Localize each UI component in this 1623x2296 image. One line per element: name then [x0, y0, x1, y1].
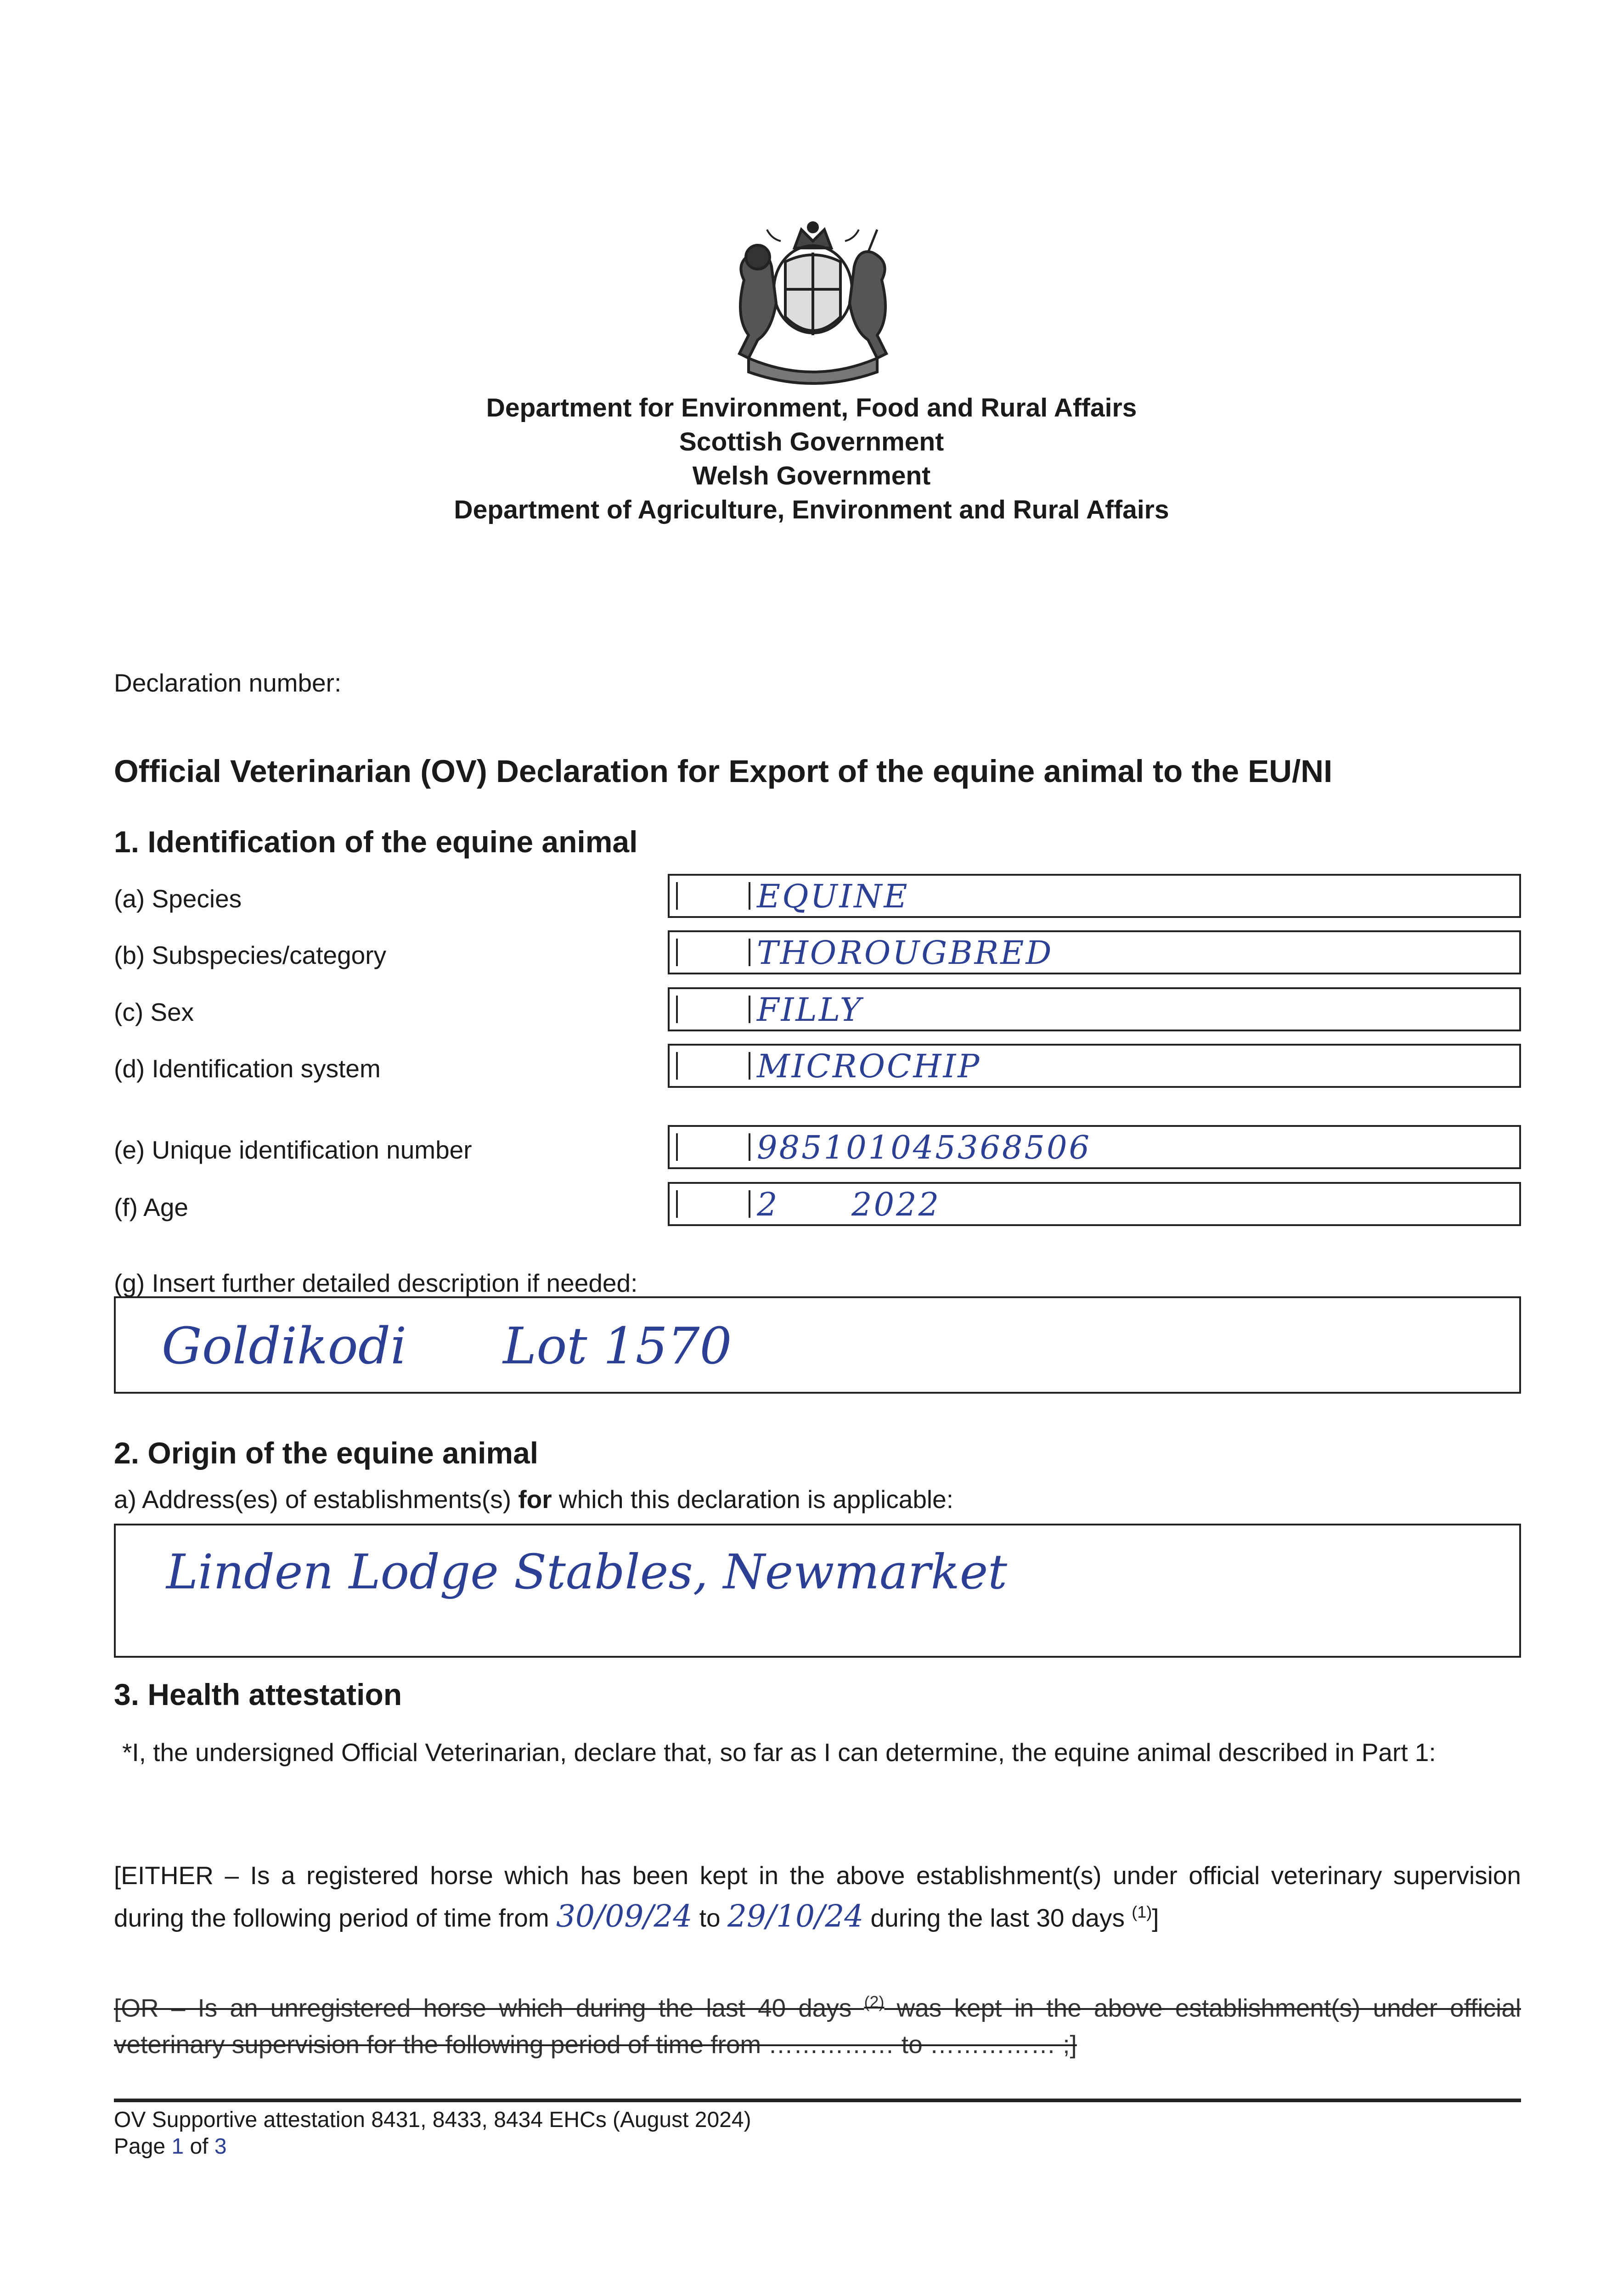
field-label-unique-id: (e) Unique identification number [114, 1136, 472, 1164]
field-label-sex: (c) Sex [114, 998, 194, 1026]
section-3-heading: 3. Health attestation [114, 1677, 402, 1711]
either-clause: [EITHER – Is a registered horse which has been kept in the above establishment(s) under official veterinary supervision during the following period of time from 30/09/24 to 29/10/24 during the last 30 days $^{(1)}$] [114, 1861, 1521, 1934]
address-label: a) Address(es) of establishments(s) for which this declaration is applicable: [114, 1485, 954, 1514]
field-value-age: 2 2022 [757, 1186, 941, 1223]
field-label-subspecies: (b) Subspecies/category [114, 941, 387, 969]
field-box-species[interactable] [668, 874, 1521, 918]
description-value: Goldikodi Lot 1570 [162, 1317, 732, 1375]
field-label-species: (a) Species [114, 884, 242, 913]
field-value-unique-id: 985101045368506 [757, 1129, 1092, 1166]
header-line-daera: Department of Agriculture, Environment and Rural Affairs [454, 495, 1169, 524]
description-label: (g) Insert further detailed description if needed: [114, 1269, 638, 1297]
header-line-welsh-government: Welsh Government [692, 461, 931, 490]
header-line-scottish-government: Scottish Government [679, 427, 944, 456]
footer-attestation-line: OV Supportive attestation 8431, 8433, 8434 EHCs (August 2024) [114, 2108, 751, 2132]
royal-coat-of-arms-icon [716, 220, 909, 395]
field-label-identification-system: (d) Identification system [114, 1054, 381, 1083]
field-box-sex[interactable] [668, 987, 1521, 1031]
either-to-date: 29/10/24 [727, 1898, 864, 1934]
health-attestation-intro: *I, the undersigned Official Veterinarian, declare that, so far as I can determine, the equine animal described in Part 1: [122, 1738, 1436, 1767]
field-box-subspecies[interactable] [668, 930, 1521, 974]
header-line-defra: Department for Environment, Food and Rural Affairs [486, 393, 1137, 422]
field-box-identification-system[interactable] [668, 1044, 1521, 1088]
address-value: Linden Lodge Stables, Newmarket [166, 1544, 1008, 1600]
footer-rule [114, 2099, 1521, 2102]
field-label-age: (f) Age [114, 1193, 189, 1221]
field-value-sex: FILLY [757, 991, 863, 1029]
section-2-heading: 2. Origin of the equine animal [114, 1436, 539, 1470]
section-1-heading: 1. Identification of the equine animal [114, 825, 638, 859]
field-value-identification-system: MICROCHIP [757, 1047, 981, 1085]
field-box-age[interactable] [668, 1182, 1521, 1226]
declaration-number-label: Declaration number: [114, 669, 342, 697]
field-box-unique-id[interactable] [668, 1125, 1521, 1169]
footer-page-number: Page 1 of 3 [114, 2134, 227, 2159]
field-value-subspecies: THOROUGBRED [757, 934, 1054, 972]
description-box[interactable] [114, 1296, 1521, 1394]
page-title: Official Veterinarian (OV) Declaration for Export of the equine animal to the EU/NI [114, 754, 1333, 789]
either-from-date: 30/09/24 [556, 1898, 693, 1934]
address-box[interactable] [114, 1524, 1521, 1658]
or-clause-struck: [OR – Is an unregistered horse which during the last 40 days $^{(2)}$ was kept in the above establishment(s) under official veterinary supervision for the following period of time from …………… to …………… ;] [114, 1992, 1521, 2059]
field-value-species: EQUINE [757, 878, 909, 915]
